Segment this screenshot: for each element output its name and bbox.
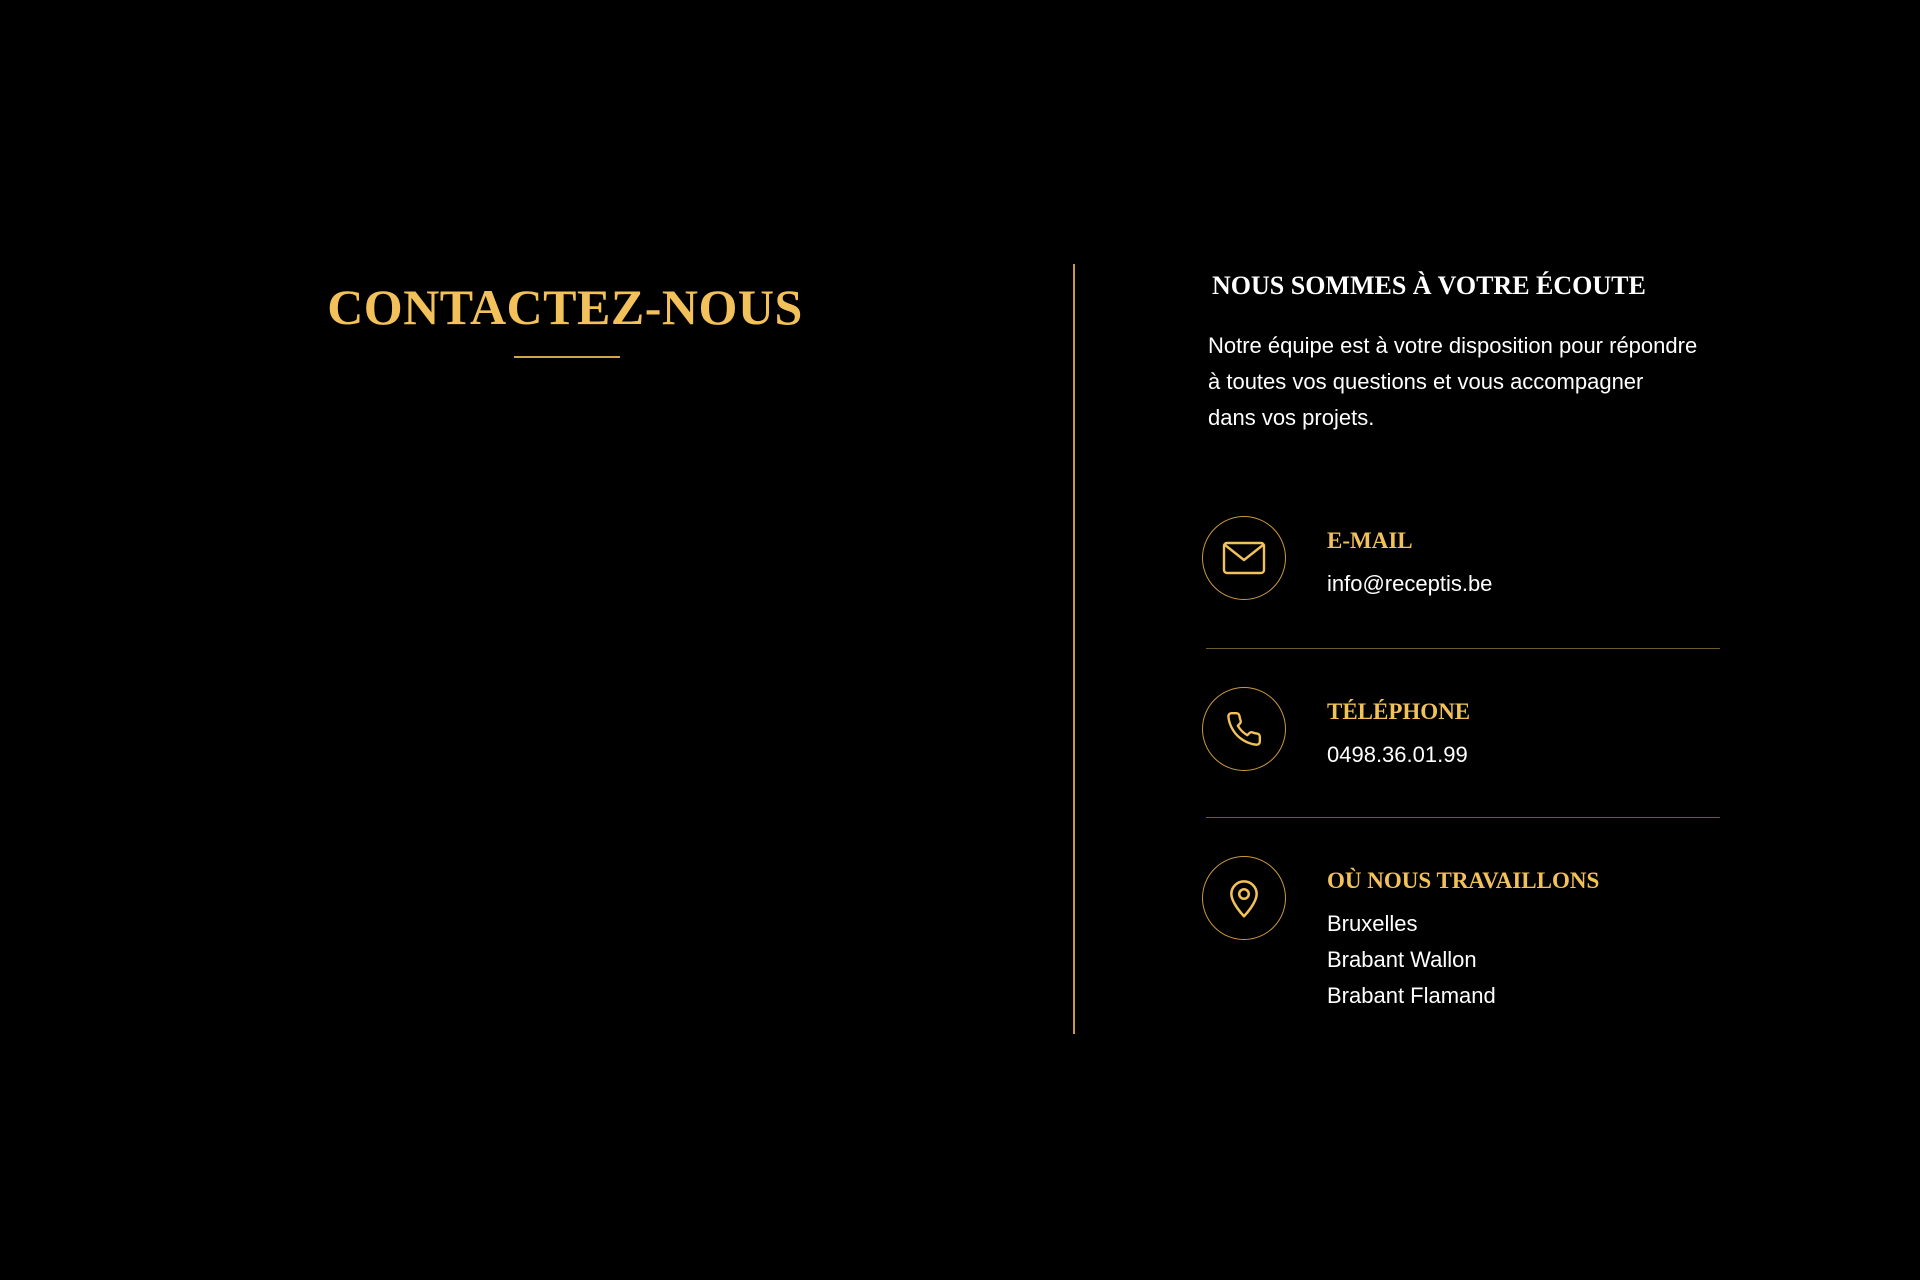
intro-line: à toutes vos questions et vous accompagner [1208, 369, 1644, 394]
intro-line: dans vos projets. [1208, 405, 1375, 430]
email-link[interactable]: info@receptis.be [1327, 571, 1493, 596]
phone-row [1202, 687, 1722, 777]
email-row [1202, 516, 1722, 606]
location-row [1202, 856, 1722, 1016]
location-label: OÙ NOUS TRAVAILLONS [1327, 868, 1600, 893]
phone-icon [1202, 687, 1286, 771]
row-divider [1206, 817, 1720, 818]
email-label: E-MAIL [1327, 528, 1413, 553]
location-item: Brabant Flamand [1327, 983, 1496, 1008]
phone-link[interactable]: 0498.36.01.99 [1327, 742, 1468, 767]
location-list [1327, 906, 1496, 1014]
envelope-icon [1202, 516, 1286, 600]
phone-label: TÉLÉPHONE [1327, 699, 1471, 724]
location-item: Brabant Wallon [1327, 947, 1477, 972]
row-divider [1206, 648, 1720, 649]
location-item: Bruxelles [1327, 911, 1418, 936]
page-title: CONTACTEZ-NOUS [327, 279, 803, 335]
title-underline [514, 356, 620, 358]
intro-text [1208, 328, 1738, 436]
vertical-divider [1073, 264, 1075, 1034]
section-heading: NOUS SOMMES À VOTRE ÉCOUTE [1212, 271, 1646, 300]
intro-line: Notre équipe est à votre disposition pour répondre [1208, 333, 1698, 358]
map-pin-icon [1202, 856, 1286, 940]
